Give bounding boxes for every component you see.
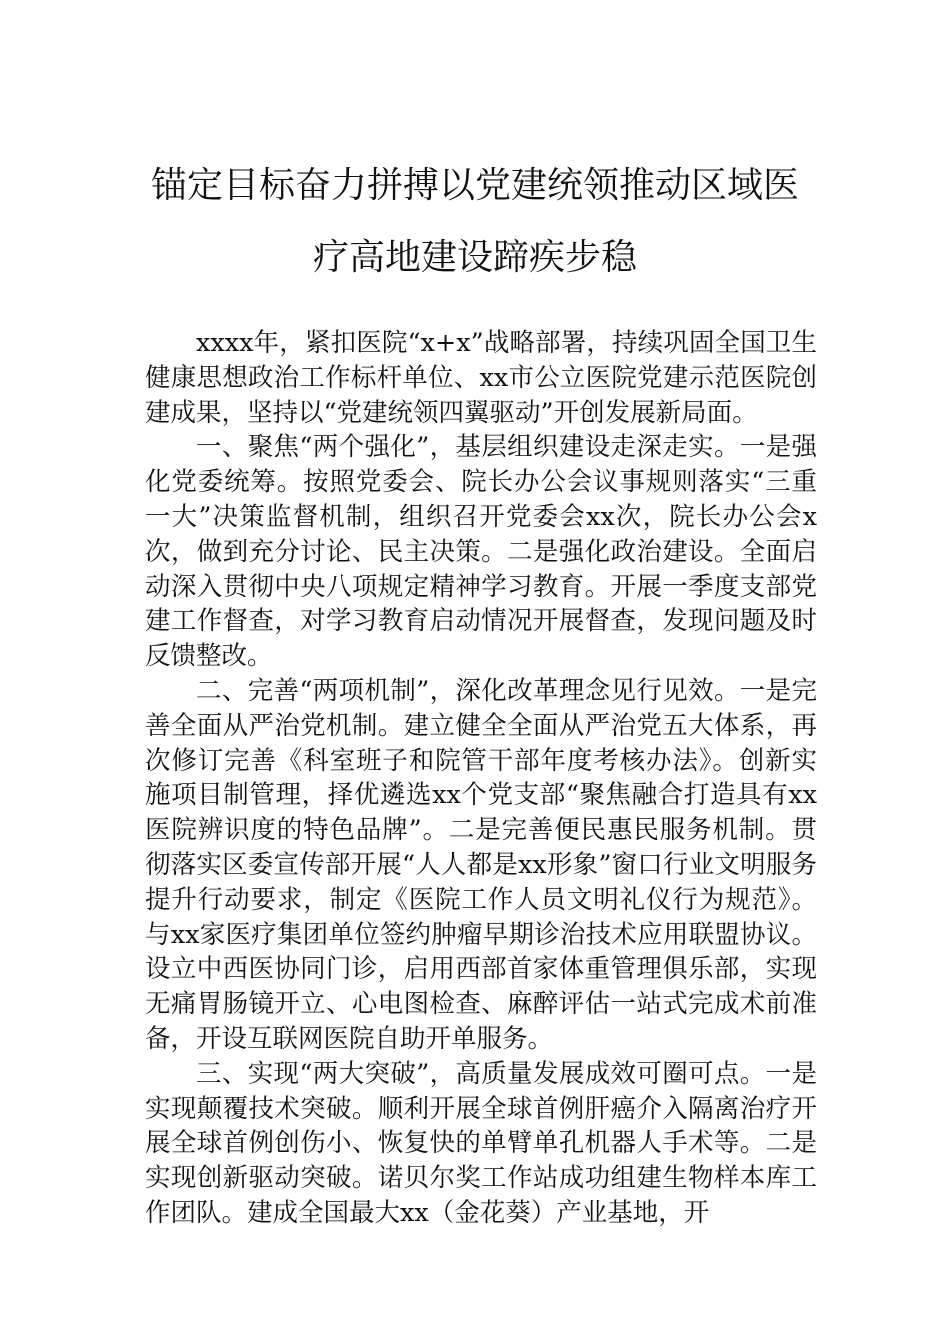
paragraph-section-2: 二、完善“两项机制”，深化改革理念见行见效。一是完善全面从严治党机制。建立健全全面从严治党五大体系，再次修订完善《科室班子和院管干部年度考核办法》。创新实施项目制管理，择优遴选xx个党支部“聚焦融合打造具有xx医院辨识度的特色品牌”。二是完善便民惠民服务机制。贯彻落实区委宣传部开展“人人都是xx形象”窗口行业文明服务提升行动要求，制定《医院工作人员文明礼仪行为规范》。与xx家医疗集团单位签约肿瘤早期诊治技术应用联盟协议。设立中西医协同门诊，启用西部首家体重管理俱乐部，实现无痛胃肠镜开立、心电图检查、麻醉评估一站式完成术前准备，开设互联网医院自助开单服务。 <box>145 675 817 1054</box>
document-title-line-1: 锚定目标奋力拼搏以党建统领推动区域医 <box>150 165 799 206</box>
paragraph-intro: xxxx年，紧扣医院“x+x”战略部署，持续巩固全国卫生健康思想政治工作标杆单位、xx市公立医院党建示范医院创建成果，坚持以“党建统领四翼驱动”开创发展新局面。 <box>145 328 817 428</box>
paragraph-section-1: 一、聚焦“两个强化”，基层组织建设走深走实。一是强化党委统筹。按照党委会、院长办公会议事规则落实“三重一大”决策监督机制，组织召开党委会xx次，院长办公会x次，做到充分讨论、民主决策。二是强化政治建设。全面启动深入贯彻中央八项规定精神学习教育。开展一季度支部党建工作督查，对学习教育启动情况开展督查，发现问题及时反馈整改。 <box>145 432 817 672</box>
document-body <box>145 326 817 1231</box>
paragraph-section-3: 三、实现“两大突破”，高质量发展成效可圈可点。一是实现颠覆技术突破。顺利开展全球首例肝癌介入隔离治疗开展全球首例创伤小、恢复快的单臂单孔机器人手术等。二是实现创新驱动突破。诺贝尔奖工作站成功组建生物样本库工作团队。建成全国最大xx（金花葵）产业基地，开 <box>145 1058 817 1228</box>
document-title-line-2: 疗高地建设蹄疾步稳 <box>312 237 637 278</box>
